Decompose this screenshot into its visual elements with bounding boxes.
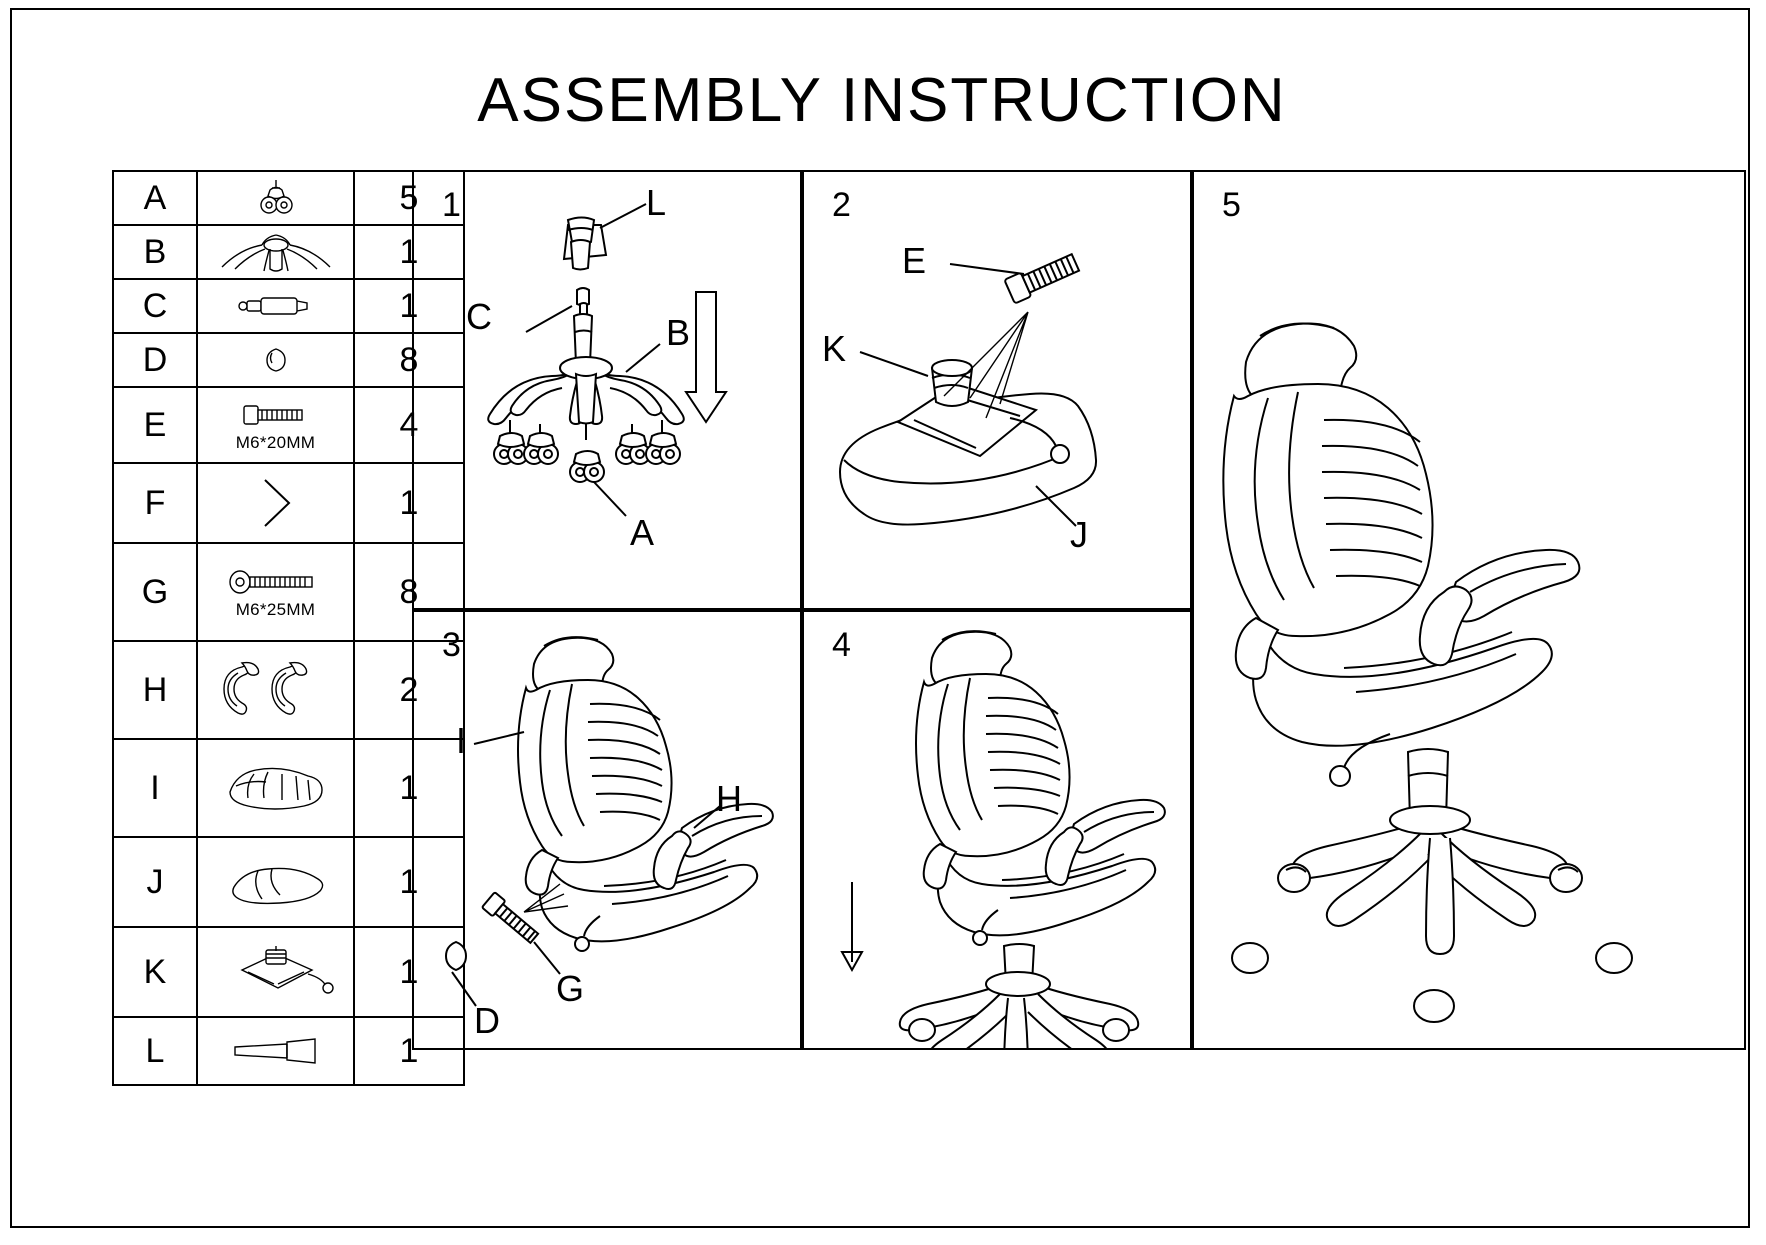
part-qty: 1 [354, 739, 464, 837]
page-title: ASSEMBLY INSTRUCTION [477, 66, 1287, 135]
washer-icon [198, 344, 353, 376]
part-qty: 8 [354, 543, 464, 641]
callout-J: J [1070, 514, 1088, 555]
step-number: 2 [832, 186, 851, 224]
callout-K: K [822, 328, 847, 369]
callout-G: G [556, 968, 585, 1009]
step-number: 4 [832, 626, 851, 664]
callout-I: I [456, 720, 467, 761]
step-panel-3 [412, 610, 802, 1050]
part-sublabel: M6*20MM [235, 432, 316, 452]
part-letter: H [113, 641, 197, 739]
step-number: 3 [442, 626, 461, 664]
part-letter: D [113, 333, 197, 387]
part-qty: 1 [354, 1017, 464, 1085]
part-letter: K [113, 927, 197, 1017]
part-icon-cell [197, 333, 354, 387]
part-qty: 1 [354, 837, 464, 927]
part-qty: 8 [354, 333, 464, 387]
tilt-mechanism-icon [198, 944, 353, 1000]
seat-cushion-icon [198, 857, 353, 907]
part-letter: B [113, 225, 197, 279]
part-icon-cell [197, 387, 354, 463]
part-letter: A [113, 171, 197, 225]
part-qty: 1 [354, 225, 464, 279]
step-panel-5 [1192, 170, 1746, 1050]
callout-L: L [646, 182, 667, 223]
part-letter: L [113, 1017, 197, 1085]
part-icon-cell [197, 739, 354, 837]
callout-H: H [716, 778, 742, 819]
step-panel-1 [412, 170, 802, 610]
part-qty: 4 [354, 387, 464, 463]
callout-B: B [666, 312, 691, 353]
callout-E: E [902, 240, 927, 281]
part-qty: 5 [354, 171, 464, 225]
allen-key-icon [198, 472, 353, 534]
part-letter: J [113, 837, 197, 927]
part-qty: 1 [354, 463, 464, 543]
step-number: 5 [1222, 186, 1241, 224]
five-star-base-icon [198, 229, 353, 275]
part-letter: C [113, 279, 197, 333]
part-icon-cell [197, 927, 354, 1017]
part-qty: 1 [354, 279, 464, 333]
part-icon-cell [197, 1017, 354, 1085]
step-number: 1 [442, 186, 461, 224]
part-letter: F [113, 463, 197, 543]
part-icon-cell [197, 225, 354, 279]
part-sublabel: M6*25MM [235, 599, 316, 619]
instruction-sheet [10, 8, 1750, 1228]
bolt-long-icon [198, 565, 353, 620]
gas-lift-cylinder-icon [198, 289, 353, 323]
part-qty: 2 [354, 641, 464, 739]
step-panel-4 [802, 610, 1192, 1050]
bolt-icon [198, 398, 353, 453]
callout-D: D [474, 1000, 500, 1041]
part-icon-cell [197, 463, 354, 543]
part-icon-cell [197, 279, 354, 333]
part-icon-cell [197, 837, 354, 927]
part-icon-cell [197, 641, 354, 739]
part-icon-cell [197, 543, 354, 641]
armrest-pair-icon [198, 657, 353, 723]
part-letter: G [113, 543, 197, 641]
step-panel-2 [802, 170, 1192, 610]
callout-A: A [630, 512, 655, 553]
cylinder-cover-icon [198, 1035, 353, 1067]
caster-wheel-icon [198, 176, 353, 220]
part-icon-cell [197, 171, 354, 225]
callout-C: C [466, 296, 492, 337]
part-qty: 1 [354, 927, 464, 1017]
part-letter: E [113, 387, 197, 463]
part-letter: I [113, 739, 197, 837]
backrest-icon [198, 758, 353, 818]
